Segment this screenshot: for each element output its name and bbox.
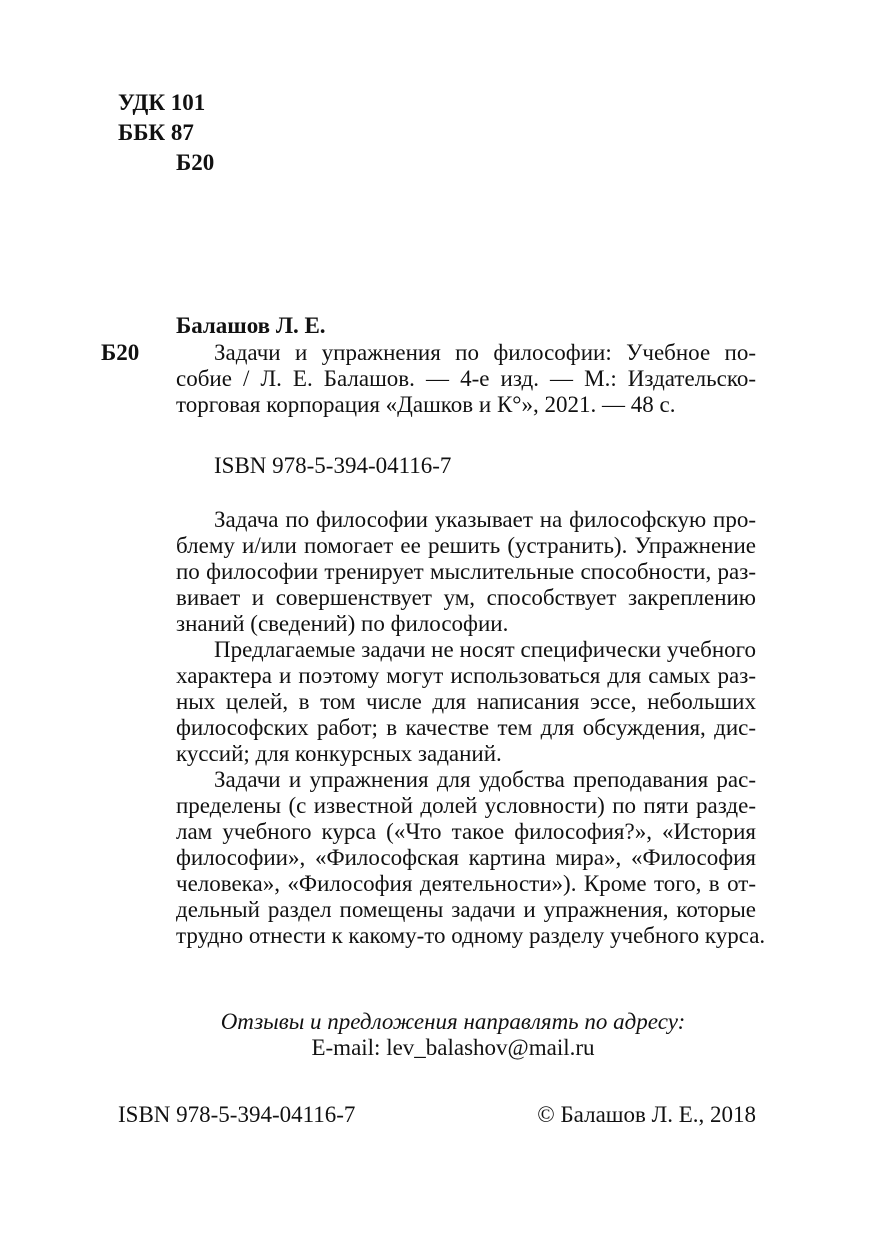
contact-prompt: Отзывы и предложения направлять по адресу:: [220, 1009, 686, 1034]
bbk-code: ББК 87: [118, 120, 194, 145]
abstract-paragraph: [176, 507, 756, 637]
abstract-line: философских работ; в качестве тем для обсуждения, дис-: [176, 715, 756, 740]
abstract-line: блему и/или помогает ее решить (устранить). Упражнение: [176, 533, 756, 558]
abstract-paragraph: [176, 637, 756, 767]
record-isbn: ISBN 978-5-394-04116-7: [214, 453, 452, 478]
abstract-line: по философии тренирует мыслительные способности, раз-: [176, 559, 756, 584]
bibliographic-description: [176, 340, 756, 418]
contact-email: E-mail: lev_balashov@mail.ru: [311, 1035, 595, 1060]
abstract-line: философии», «Философская картина мира», «Философия: [176, 845, 756, 870]
classification-block: [118, 88, 214, 178]
abstract-line: знаний (сведений) по философии.: [176, 611, 509, 636]
abstract-line: ных целей, в том числе для написания эссе, небольших: [176, 689, 756, 714]
abstract: [176, 507, 766, 949]
abstract-line: Задача по философии указывает на философскую про-: [214, 507, 756, 532]
contact-block: [0, 1009, 876, 1061]
description-line: собие / Л. Е. Балашов. — 4-е изд. — М.: Издательско-: [176, 366, 756, 391]
abstract-line: вивает и совершенствует ум, способствует закреплению: [176, 585, 756, 610]
author-heading: Балашов Л. Е.: [176, 313, 326, 338]
abstract-paragraph: [176, 767, 766, 949]
abstract-line: человека», «Философия деятельности»). Кроме того, в от-: [176, 871, 756, 896]
abstract-line: пределены (с известной долей условности) по пяти разде-: [176, 793, 756, 818]
abstract-line: дельный раздел помещены задачи и упражнения, которые: [176, 897, 756, 922]
author-mark-code: Б20: [176, 150, 215, 175]
abstract-line: лам учебного курса («Что такое философия?», «История: [176, 819, 756, 844]
abstract-line: Задачи и упражнения для удобства преподавания рас-: [214, 767, 756, 792]
description-line: Задачи и упражнения по философии: Учебное по-: [214, 340, 756, 365]
abstract-line: характера и поэтому могут использоваться для самых раз-: [176, 663, 756, 688]
description-line: торговая корпорация «Дашков и К°», 2021. — 48 с.: [176, 392, 676, 417]
abstract-line: куссий; для конкурсных заданий.: [176, 741, 502, 766]
footer-isbn: ISBN 978-5-394-04116-7: [118, 1102, 356, 1127]
udk-code: УДК 101: [118, 90, 206, 115]
record-author-mark: Б20: [101, 340, 140, 365]
abstract-line: Предлагаемые задачи не носят специфически учебного: [214, 637, 756, 662]
footer-copyright: © Балашов Л. Е., 2018: [537, 1102, 756, 1127]
abstract-line: трудно отнести к какому-то одному разделу учебного курса.: [176, 923, 766, 948]
